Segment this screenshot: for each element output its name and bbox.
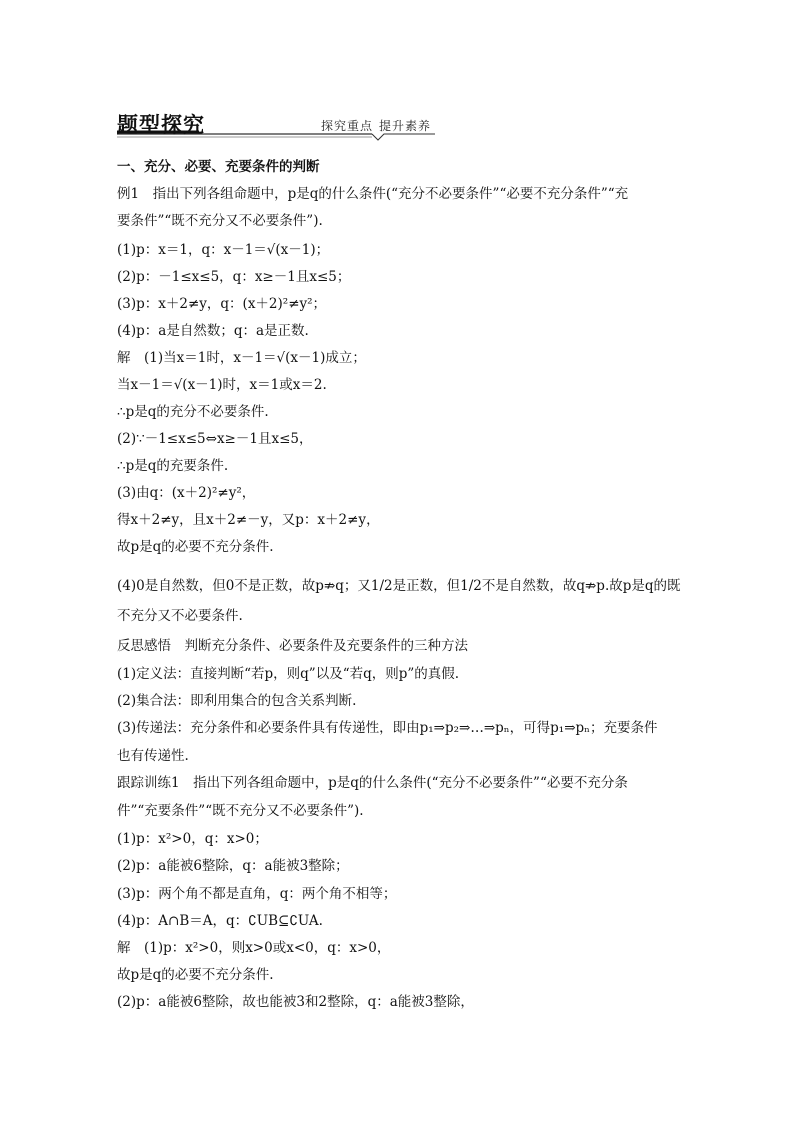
solution-1-line-2: 当x－1＝√(x－1)时，x＝1或x＝2. xyxy=(117,377,327,393)
method-transitive: (3)传递法：充分条件和必要条件具有传递性，即由p₁⇒p₂⇒…⇒pₙ，可得p₁⇒pₙ；充要条件 xyxy=(117,720,658,736)
solution-1-line-6: (3)由q：(x＋2)²≠y²， xyxy=(117,485,256,501)
header-tag-right: 提升素养 xyxy=(379,119,432,133)
practice-1-item-3: (3)p：两个角不都是直角，q：两个角不相等； xyxy=(117,886,397,902)
practice-1-prompt-cont: 件”“充要条件”“既不充分又不必要条件”). xyxy=(117,803,364,819)
section-header xyxy=(117,107,435,143)
header-tag xyxy=(321,117,431,134)
example-1-item-3: (3)p：x＋2≠y，q：(x＋2)²≠y²； xyxy=(117,296,327,312)
solution-1-line-8: 故p是q的必要不充分条件. xyxy=(117,539,274,555)
solution-1-line-9: (4)0是自然数，但0不是正数，故p⇏q；又1/2是正数，但1/2不是自然数，故q⇏p.故p是q的既 xyxy=(117,578,681,594)
solution-2-line-3: (2)p：a能被6整除，故也能被3和2整除，q：a能被3整除， xyxy=(117,994,474,1010)
practice-1-prompt: 跟踪训练1 指出下列各组命题中，p是q的什么条件(“充分不必要条件”“必要不充分条 xyxy=(117,775,628,791)
example-1-item-1: (1)p：x＝1，q：x－1＝√(x－1)； xyxy=(117,242,330,258)
solution-1-line-7: 得x＋2≠y，且x＋2≠－y，又p：x＋2≠y， xyxy=(117,512,380,528)
method-definition: (1)定义法：直接判断“若p，则q”以及“若q，则p”的真假. xyxy=(117,666,460,682)
practice-1-item-1: (1)p：x²>0，q：x>0； xyxy=(117,831,268,847)
practice-1-item-4: (4)p：A∩B＝A，q：∁UB⊆∁UA. xyxy=(117,913,323,929)
header-title: 题型探究 xyxy=(117,113,205,137)
solution-2-line-2: 故p是q的必要不充分条件. xyxy=(117,967,274,983)
solution-1-line-5: ∴p是q的充要条件. xyxy=(117,458,229,474)
example-1-prompt: 例1 指出下列各组命题中，p是q的什么条件(“充分不必要条件”“必要不充分条件”“充 xyxy=(117,186,629,202)
practice-1-item-2: (2)p：a能被6整除，q：a能被3整除； xyxy=(117,858,349,874)
method-transitive-cont: 也有传递性. xyxy=(117,748,189,764)
example-1-item-4: (4)p：a是自然数；q：a是正数. xyxy=(117,323,309,339)
section-heading: 一、充分、必要、充要条件的判断 xyxy=(117,159,320,175)
solution-1-line-1: 解 (1)当x＝1时，x－1＝√(x－1)成立； xyxy=(117,350,366,366)
solution-2-line-1: 解 (1)p：x²>0，则x>0或x<0，q：x>0， xyxy=(117,940,391,956)
header-tag-left: 探究重点 xyxy=(321,119,374,133)
method-set: (2)集合法：即利用集合的包含关系判断. xyxy=(117,693,357,709)
example-1-prompt-cont: 要条件”“既不充分又不必要条件”). xyxy=(117,213,323,229)
example-1-item-2: (2)p：－1≤x≤5，q：x≥－1且x≤5； xyxy=(117,269,351,285)
solution-1-line-10: 不充分又不必要条件. xyxy=(117,608,243,624)
reflection-heading: 反思感悟 判断充分条件、必要条件及充要条件的三种方法 xyxy=(117,638,468,654)
solution-1-line-3: ∴p是q的充分不必要条件. xyxy=(117,404,269,420)
solution-1-line-4: (2)∵－1≤x≤5⇔x≥－1且x≤5， xyxy=(117,431,313,447)
